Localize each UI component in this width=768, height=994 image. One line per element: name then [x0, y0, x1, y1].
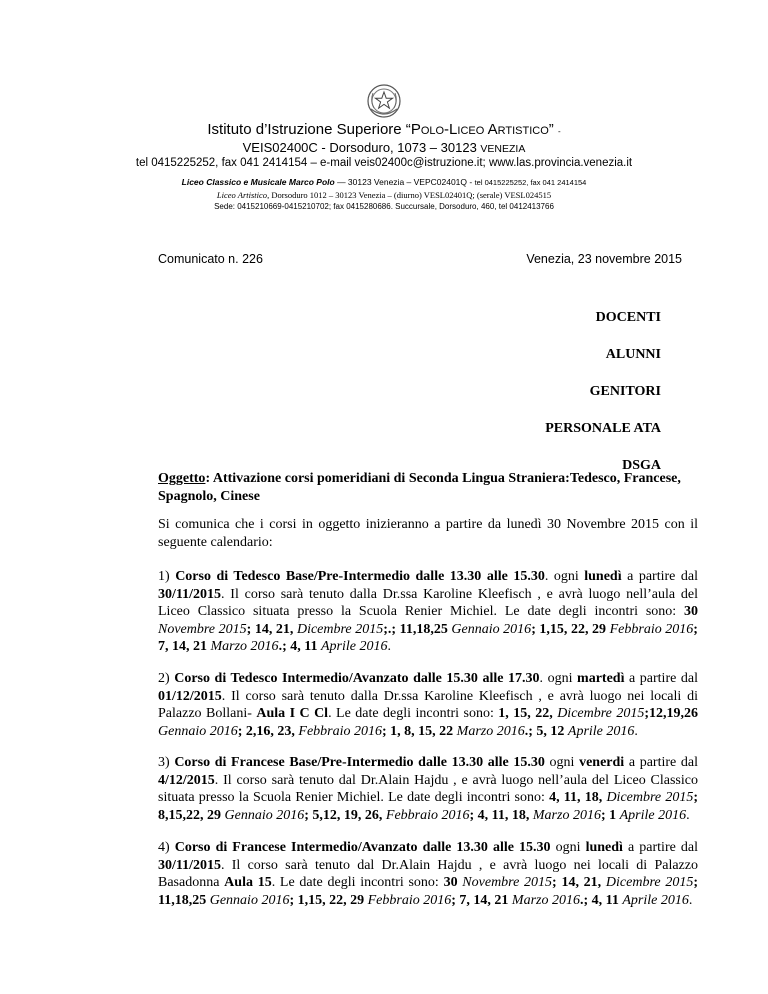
course-month: Febbraio 2016 — [298, 723, 382, 739]
header-line-classico — [0, 177, 768, 187]
course-dates: ; 7, 14, 21 — [158, 621, 698, 654]
subject-text: Attivazione corsi pomeridiani di Seconda Lingua Straniera:Tedesco, Francese, Spagnolo, Cinese — [158, 471, 681, 504]
course-dates: .; 4, 11 — [579, 892, 623, 908]
course-title: Corso di Tedesco Intermedio/Avanzato dalle 15.30 alle 17.30 — [174, 671, 540, 686]
course-3 — [158, 754, 698, 824]
course-dates: ; 1,15, 22, 29 — [531, 621, 610, 637]
course-dates: ; 1 — [600, 807, 620, 823]
address-city: VENEZIA — [480, 143, 526, 155]
course-month: Marzo 2016 — [532, 807, 601, 823]
title-smallcaps: Polo-Liceo Artistico — [410, 121, 549, 138]
subject-label: Oggetto — [158, 471, 206, 486]
course-month: Aprile 2016 — [567, 723, 635, 739]
course-month: Gennaio 2016 — [224, 807, 305, 823]
classico-name: Liceo Classico e Musicale Marco Polo — [181, 177, 335, 187]
course-dates: ; 11,18,25 — [158, 875, 698, 908]
course-start-date: 01/12/2015 — [158, 688, 222, 704]
course-title: Corso di Tedesco Base/Pre-Intermedio dalle 13.30 alle 15.30 — [175, 569, 545, 584]
course-number: 3) — [158, 755, 175, 770]
course-day: lunedì — [584, 569, 622, 584]
course-month: Aprile 2016 — [320, 639, 388, 654]
course-text: a partire dal — [624, 755, 698, 770]
subject-sep: : — [205, 471, 213, 486]
header-line-artistico — [0, 190, 768, 200]
artistico-name: Liceo Artistico — [216, 190, 268, 200]
course-4 — [158, 839, 698, 909]
comunicato-number: Comunicato n. 226 — [158, 252, 263, 266]
course-dates: ; 2,16, 23, — [237, 723, 299, 739]
course-month: Febbraio 2016 — [385, 807, 470, 823]
course-number: 4) — [158, 840, 175, 855]
course-dates: ; 14, 21, — [246, 621, 297, 637]
course-month: Novembre 2015 — [462, 875, 553, 890]
course-month: Dicembre 2015 — [557, 706, 645, 721]
school-title — [0, 121, 768, 138]
course-month: Marzo 2016 — [511, 892, 580, 908]
course-month: Gennaio 2016 — [209, 892, 290, 908]
course-text: a partire dal — [621, 569, 698, 584]
course-end: . — [686, 807, 690, 823]
course-month: Gennaio 2016 — [158, 723, 238, 739]
recipient-dsga: DSGA — [622, 458, 661, 473]
title-dash: - — [557, 127, 561, 136]
course-dates: 1, 15, 22, — [498, 706, 558, 721]
title-main: Istituto d’Istruzione Superiore “ — [207, 121, 411, 138]
course-number: 2) — [158, 671, 175, 686]
course-dates: 4, 11, 18, — [549, 790, 607, 805]
intro-paragraph: Si comunica che i corsi in oggetto inizieranno a partire da lunedì 30 Novembre 2015 con il seguente calendario: — [158, 517, 698, 550]
course-text: . ogni — [544, 569, 585, 584]
course-text: . Il corso sarà tenuto dal Dr.Alain Hajdu , e avrà luogo nei locali di Palazzo Basadonna — [158, 857, 698, 890]
course-number: 1) — [158, 569, 176, 584]
course-month: Febbraio 2016 — [609, 621, 694, 637]
course-dates: 30 — [443, 875, 463, 890]
course-dates: ; 1, 8, 15, 22 — [382, 723, 457, 739]
recipient-personale-ata: PERSONALE ATA — [545, 421, 661, 436]
course-text: . ogni — [539, 671, 578, 686]
course-month: Marzo 2016 — [210, 639, 279, 654]
course-end: . — [688, 892, 693, 908]
course-month: Novembre 2015 — [158, 621, 247, 637]
course-start-date: 30/11/2015 — [158, 586, 222, 602]
course-dates: ; 7, 14, 21 — [451, 892, 512, 908]
recipient-docenti: DOCENTI — [595, 310, 661, 325]
course-month: Gennaio 2016 — [451, 621, 532, 637]
course-month: Febbraio 2016 — [367, 892, 452, 908]
course-month: Dicembre 2015 — [606, 790, 694, 805]
course-text: ogni — [550, 840, 586, 855]
address-main: VEIS02400C - Dorsoduro, 1073 – 30123 — [242, 140, 481, 155]
course-day: lunedì — [585, 840, 623, 855]
course-text: a partire dal — [622, 840, 698, 855]
course-title: Corso di Francese Intermedio/Avanzato dalle 13.30 alle 15.30 — [174, 840, 551, 855]
course-day: venerdi — [579, 755, 625, 770]
course-text: . Il corso sarà tenuto dalla Dr.ssa Karoline Kleefisch , e avrà luogo nei locali di Palazzo Bollani- — [158, 688, 698, 721]
course-room: Aula I C Cl — [256, 706, 329, 721]
school-contacts: tel 0415225252, fax 041 2414154 – e-mail veis02400c@istruzione.it; www.las.provincia.venezia.it — [135, 157, 633, 169]
classico-phone: tel 0415225252, fax 041 2414154 — [474, 178, 587, 187]
course-text: ogni — [544, 755, 580, 770]
course-dates: .; 4, 11 — [278, 639, 321, 654]
artistico-rest: , Dorsoduro 1012 – 30123 Venezia – (diurno) VESL02401Q; (serale) VESL024515 — [267, 190, 552, 200]
course-end: . — [387, 639, 391, 654]
course-month: Marzo 2016 — [456, 723, 525, 739]
school-address — [0, 140, 768, 155]
course-day: martedì — [577, 671, 625, 686]
course-start-date: 4/12/2015 — [158, 772, 215, 788]
course-text: . Le date degli incontri sono: — [271, 875, 444, 890]
course-dates: ; 14, 21, — [552, 875, 606, 890]
course-room: Aula 15 — [224, 875, 272, 890]
course-month: Aprile 2016 — [622, 892, 689, 908]
course-end: . — [634, 723, 638, 739]
course-dates: ;.; 11,18,25 — [383, 621, 452, 637]
classico-rest: — 30123 Venezia – VEPC02401Q - — [334, 177, 475, 187]
course-dates: ; 4, 11, 18, — [469, 807, 533, 823]
republic-emblem-icon — [366, 83, 402, 119]
course-month: Dicembre 2015 — [296, 621, 384, 637]
course-dates: ;12,19,26 — [644, 706, 698, 721]
course-text: . Il corso sarà tenuto dalla Dr.ssa Karoline Kleefisch , e avrà luogo nell’aula del Liceo Classico situata presso la Scuola Renier Michiel. Le date degli incontri sono: — [158, 586, 698, 619]
course-month: Aprile 2016 — [619, 807, 687, 823]
course-dates: ; 8,15,22, 29 — [158, 790, 698, 823]
course-2 — [158, 670, 698, 740]
course-text: . Le date degli incontri sono: — [328, 706, 499, 721]
course-text: . Il corso sarà tenuto dal Dr.Alain Hajdu , e avrà luogo nell’aula del Liceo Classico situata presso la Scuola Renier Michiel. Le date degli incontri sono: — [158, 772, 698, 805]
header-line-sede: Sede: 0415210669-0415210702; fax 0415280686. Succursale, Dorsoduro, 460, tel 0412413766 — [214, 202, 554, 211]
recipient-genitori: GENITORI — [589, 384, 661, 399]
course-1 — [158, 568, 698, 656]
course-month: Dicembre 2015 — [605, 875, 694, 890]
title-end: ” — [548, 121, 558, 138]
course-title: Corso di Francese Base/Pre-Intermedio dalle 13.30 alle 15.30 — [174, 755, 545, 770]
course-dates: ; 1,15, 22, 29 — [289, 892, 368, 908]
course-start-date: 30/11/2015 — [158, 857, 222, 873]
course-text: a partire dal — [624, 671, 698, 686]
course-dates: .; 5, 12 — [524, 723, 568, 739]
course-dates: ; 5,12, 19, 26, — [304, 807, 386, 823]
recipient-alunni: ALUNNI — [605, 347, 661, 362]
document-date: Venezia, 23 novembre 2015 — [526, 252, 682, 266]
subject — [158, 470, 698, 505]
course-dates: 30 — [684, 604, 698, 619]
